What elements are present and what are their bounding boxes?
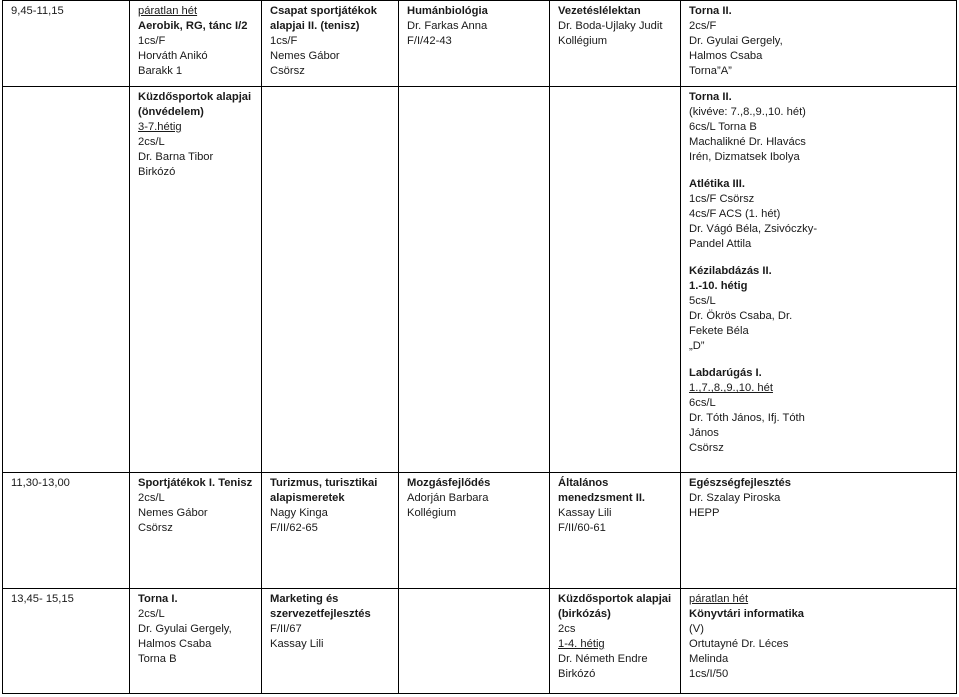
course-line: Adorján Barbara xyxy=(407,492,489,504)
table-row xyxy=(3,473,957,589)
course-line: Dr. Ökrös Csaba, Dr. xyxy=(689,310,793,322)
course-block xyxy=(558,4,675,49)
course-block xyxy=(689,592,951,682)
course-line: Csapat sportjátékok xyxy=(270,5,377,17)
course-line: Labdarúgás I. xyxy=(689,367,762,379)
course-line: Kassay Lili xyxy=(558,507,612,519)
course-line: páratlan hét xyxy=(689,593,749,605)
course-line: Torna II. xyxy=(689,91,732,103)
course-line: 1.,7.,8.,9.,10. hét xyxy=(689,382,773,394)
time-cell xyxy=(3,87,130,473)
course-line: F/II/67 xyxy=(270,623,302,635)
course-line: Egészségfejlesztés xyxy=(689,477,791,489)
course-line: 1cs/F xyxy=(270,35,298,47)
course-block xyxy=(689,264,951,354)
course-block xyxy=(138,592,256,667)
course-line: F/I/42-43 xyxy=(407,35,452,47)
course-block xyxy=(689,476,951,521)
course-line: 1.-10. hétig xyxy=(689,280,748,292)
course-line: 1-4. hétig xyxy=(558,638,605,650)
schedule-table xyxy=(2,0,957,694)
schedule-cell xyxy=(681,473,957,589)
course-line: alapismeretek xyxy=(270,492,345,504)
course-line: Dr. Gyulai Gergely, xyxy=(138,623,232,635)
course-block xyxy=(138,476,256,536)
course-line: Küzdősportok alapjai xyxy=(558,593,672,605)
course-block xyxy=(558,592,675,682)
course-line: Atlétika III. xyxy=(689,178,745,190)
course-line: 2cs/L xyxy=(138,136,165,148)
course-block xyxy=(138,90,256,180)
course-line: Dr. Vágó Béla, Zsivóczky- xyxy=(689,223,818,235)
course-line: Fekete Béla xyxy=(689,325,749,337)
course-line: Halmos Csaba xyxy=(138,638,212,650)
course-line: Torna B xyxy=(138,653,177,665)
course-line: Pandel Attila xyxy=(689,238,752,250)
schedule-cell xyxy=(130,87,262,473)
block-spacer xyxy=(689,354,951,366)
course-line: Torna I. xyxy=(138,593,178,605)
course-line: Irén, Dizmatsek Ibolya xyxy=(689,151,800,163)
course-block xyxy=(138,4,256,79)
course-line: 1cs/F xyxy=(138,35,166,47)
schedule-cell xyxy=(399,87,550,473)
course-line: Dr. Barna Tibor xyxy=(138,151,214,163)
table-row xyxy=(3,87,957,473)
course-line: páratlan hét xyxy=(138,5,198,17)
course-line: Kollégium xyxy=(407,507,457,519)
course-line: Birkózó xyxy=(138,166,176,178)
course-line: szervezetfejlesztés xyxy=(270,608,371,620)
course-block xyxy=(270,592,393,652)
course-line: Barakk 1 xyxy=(138,65,183,77)
course-line: Dr. Németh Endre xyxy=(558,653,648,665)
course-line: Általános xyxy=(558,477,609,489)
course-line: Kassay Lili xyxy=(270,638,324,650)
course-line: Torna II. xyxy=(689,5,732,17)
course-line: Dr. Farkas Anna xyxy=(407,20,488,32)
course-line: Aerobik, RG, tánc I/2 xyxy=(138,20,248,32)
schedule-cell xyxy=(262,473,399,589)
course-line: F/II/60-61 xyxy=(558,522,606,534)
course-line: Dr. Szalay Piroska xyxy=(689,492,781,504)
schedule-cell xyxy=(262,1,399,87)
block-spacer xyxy=(689,252,951,264)
table-row xyxy=(3,589,957,694)
course-block xyxy=(558,476,675,536)
schedule-cell xyxy=(130,589,262,694)
schedule-cell xyxy=(399,1,550,87)
course-line: Csörsz xyxy=(138,522,173,534)
course-line: Dr. Boda-Ujlaky Judit xyxy=(558,20,663,32)
schedule-cell xyxy=(262,87,399,473)
course-line: (V) xyxy=(689,623,704,635)
course-line: Mozgásfejlődés xyxy=(407,477,491,489)
schedule-cell xyxy=(262,589,399,694)
course-line: (kivéve: 7.,8.,9.,10. hét) xyxy=(689,106,806,118)
table-row xyxy=(3,1,957,87)
schedule-cell xyxy=(550,1,681,87)
course-line: Dr. Gyulai Gergely, xyxy=(689,35,783,47)
course-line: Nemes Gábor xyxy=(138,507,208,519)
course-line: Nagy Kinga xyxy=(270,507,328,519)
schedule-cell xyxy=(550,589,681,694)
block-spacer xyxy=(689,165,951,177)
course-line: (birkózás) xyxy=(558,608,611,620)
course-line: 2cs/F xyxy=(689,20,717,32)
schedule-cell xyxy=(399,473,550,589)
course-line: 4cs/F ACS (1. hét) xyxy=(689,208,781,220)
time-cell: 9,45-11,15 xyxy=(3,1,130,87)
schedule-cell xyxy=(681,589,957,694)
course-line: Dr. Tóth János, Ifj. Tóth xyxy=(689,412,805,424)
course-line: HEPP xyxy=(689,507,720,519)
course-block xyxy=(689,90,951,165)
course-line: Kollégium xyxy=(558,35,608,47)
course-line: 2cs xyxy=(558,623,576,635)
course-line: 1cs/F Csörsz xyxy=(689,193,755,205)
course-line: 3-7.hétig xyxy=(138,121,182,133)
course-line: Marketing és xyxy=(270,593,339,605)
course-line: Sportjátékok I. Tenisz xyxy=(138,477,253,489)
schedule-cell xyxy=(681,1,957,87)
course-line: Ortutayné Dr. Léces xyxy=(689,638,789,650)
course-block xyxy=(270,4,393,79)
course-line: Machalikné Dr. Hlavács xyxy=(689,136,806,148)
course-block xyxy=(689,4,951,79)
schedule-cell xyxy=(130,473,262,589)
course-line: 2cs/L xyxy=(138,492,165,504)
course-line: F/II/62-65 xyxy=(270,522,318,534)
course-block xyxy=(270,476,393,536)
course-line: 1cs/I/50 xyxy=(689,668,729,680)
course-block xyxy=(407,4,544,49)
schedule-cell xyxy=(550,473,681,589)
schedule-cell xyxy=(130,1,262,87)
course-line: Csörsz xyxy=(270,65,305,77)
time-cell: 13,45- 15,15 xyxy=(3,589,130,694)
course-line: menedzsment II. xyxy=(558,492,646,504)
schedule-cell xyxy=(550,87,681,473)
course-block xyxy=(689,177,951,252)
course-line: 5cs/L xyxy=(689,295,716,307)
course-line: Turizmus, turisztikai xyxy=(270,477,378,489)
schedule-cell xyxy=(681,87,957,473)
course-line: Vezetéslélektan xyxy=(558,5,641,17)
course-line: Csörsz xyxy=(689,442,724,454)
course-block xyxy=(407,476,544,521)
course-line: Könyvtári informatika xyxy=(689,608,805,620)
course-line: 6cs/L xyxy=(689,397,716,409)
course-line: alapjai II. (tenisz) xyxy=(270,20,360,32)
course-block xyxy=(689,366,951,456)
course-line: (önvédelem) xyxy=(138,106,204,118)
course-line: Küzdősportok alapjai xyxy=(138,91,252,103)
course-line: Halmos Csaba xyxy=(689,50,763,62)
course-line: „D” xyxy=(689,340,705,352)
course-line: Horváth Anikó xyxy=(138,50,208,62)
course-line: Nemes Gábor xyxy=(270,50,340,62)
course-line: Birkózó xyxy=(558,668,596,680)
course-line: János xyxy=(689,427,719,439)
course-line: 2cs/L xyxy=(138,608,165,620)
schedule-cell xyxy=(399,589,550,694)
course-line: Melinda xyxy=(689,653,729,665)
course-line: Kézilabdázás II. xyxy=(689,265,772,277)
course-line: Humánbiológia xyxy=(407,5,488,17)
course-line: 6cs/L Torna B xyxy=(689,121,757,133)
time-cell: 11,30-13,00 xyxy=(3,473,130,589)
course-line: Torna”A” xyxy=(689,65,732,77)
